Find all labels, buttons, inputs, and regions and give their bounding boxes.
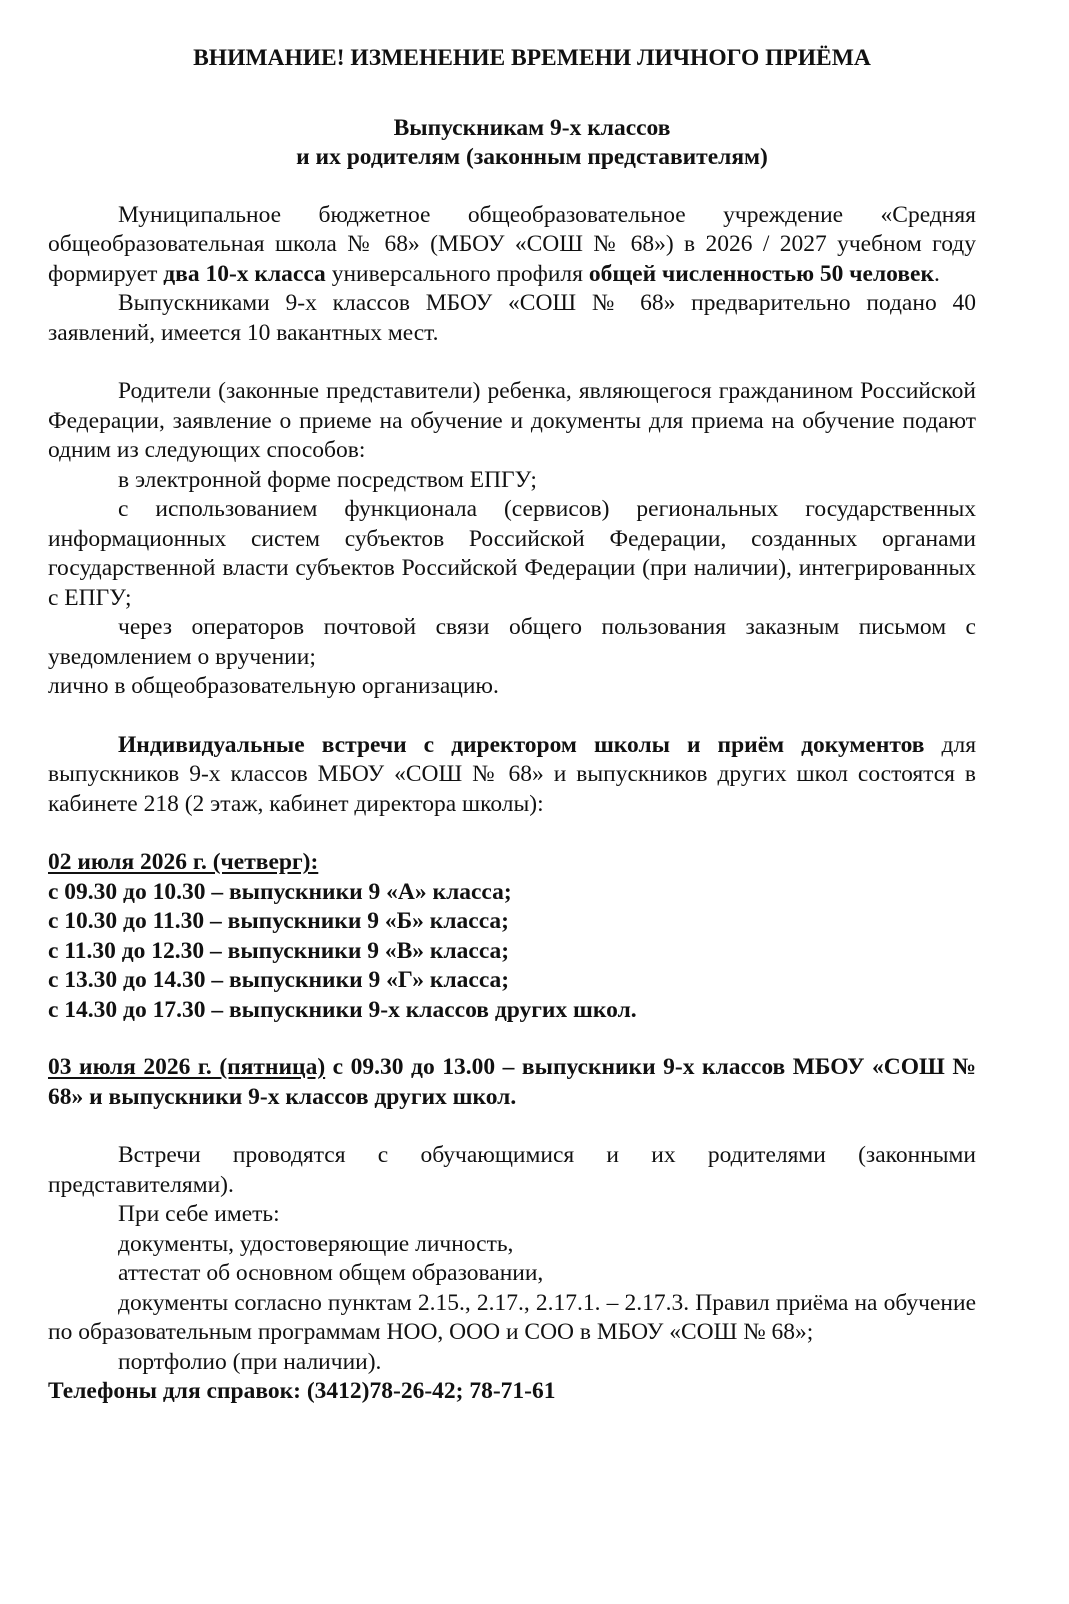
intro-paragraph — [48, 201, 976, 290]
phones-line: Телефоны для справок: (3412)78-26-42; 78-71-61 — [48, 1378, 556, 1404]
day1-schedule — [48, 848, 976, 1025]
intro-text-c: универсального профиля — [325, 260, 589, 287]
day1-date — [48, 848, 976, 878]
intro-text-e: . — [933, 260, 940, 287]
meetings-heading: Индивидуальные встречи с директором школы и приём документов — [118, 731, 925, 758]
meetings-with-students-paragraph: Встречи проводятся с обучающимися и их родителями (законными представителями). — [48, 1142, 976, 1198]
schedule-slot: с 11.30 до 12.30 – выпускники 9 «В» класса; — [48, 937, 510, 964]
meetings-text: для выпускников 9-х классов МБОУ «СОШ № 68» и выпускников других школ состоятся в кабинете 218 (2 этаж, кабинет директора школы): — [48, 731, 977, 817]
way-item-regional: с использованием функционала (сервисов) региональных государственных информационных систем субъектов Российской Федерации, созданных органами государственной власти субъектов Российской Федерации (при наличии), интегрированных с ЕПГУ; — [48, 496, 976, 611]
ways-lead-paragraph: Родители (законные представители) ребенка, являющегося гражданином Российской Федерации, заявление о приеме на обучение и документы для приема на обучение подают одним из следующих способов: — [48, 378, 976, 463]
day1-date-label: 02 июля 2026 г. (четверг): — [48, 849, 319, 875]
intro-text-a: Муниципальное бюджетное общеобразовательное учреждение «Средняя общеобразовательная школа № 68» (МБОУ «СОШ № 68») в 2026 / 2027 учебном году формирует — [48, 201, 976, 287]
way-item-in-person: лично в общеобразовательную организацию. — [48, 673, 499, 699]
day2-date-label: 03 июля 2026 г. (пятница) — [48, 1054, 326, 1080]
meetings-paragraph — [48, 731, 976, 820]
intro-total-count: общей численностью 50 человек — [588, 260, 934, 287]
bring-item-portfolio: портфолио (при наличии). — [118, 1348, 382, 1375]
bring-item-documents: документы согласно пунктам 2.15., 2.17., 2.17.1. – 2.17.3. Правил приёма на обучение по образовательным программам НОО, ООО и СОО в МБОУ «СОШ № 68»; — [48, 1289, 976, 1345]
schedule-slot: с 14.30 до 17.30 – выпускники 9-х классов других школ. — [48, 996, 637, 1023]
day2-text: с 09.30 до 13.00 – выпускники 9-х классов МБОУ «СОШ № 68» и выпускники 9-х классов других школ. — [48, 1054, 976, 1110]
bring-item-certificate: аттестат об основном общем образовании, — [118, 1260, 544, 1286]
applications-paragraph: Выпускниками 9-х классов МБОУ «СОШ № 68» предварительно подано 40 заявлений, имеется 10 вакантных мест. — [48, 290, 976, 346]
schedule-slot: с 13.30 до 14.30 – выпускники 9 «Г» класса; — [48, 967, 510, 993]
way-item-epgu: в электронной форме посредством ЕПГУ; — [118, 466, 537, 493]
notice-subtitle — [48, 114, 976, 173]
intro-classes-count: два 10-х класса — [163, 260, 326, 287]
schedule-slot: с 09.30 до 10.30 – выпускники 9 «А» класса; — [48, 878, 512, 905]
subtitle-line-2: и их родителям (законным представителям) — [296, 144, 768, 170]
bring-heading: При себе иметь: — [118, 1201, 280, 1227]
way-item-post: через операторов почтовой связи общего пользования заказным письмом с уведомлением о вручении; — [48, 614, 976, 670]
notice-title: ВНИМАНИЕ! ИЗМЕНЕНИЕ ВРЕМЕНИ ЛИЧНОГО ПРИЁМА — [193, 45, 871, 71]
schedule-slot: с 10.30 до 11.30 – выпускники 9 «Б» класса; — [48, 908, 509, 934]
subtitle-line-1: Выпускникам 9-х классов — [393, 114, 671, 141]
day2-schedule — [48, 1053, 976, 1112]
bring-item-id: документы, удостоверяющие личность, — [118, 1230, 514, 1257]
